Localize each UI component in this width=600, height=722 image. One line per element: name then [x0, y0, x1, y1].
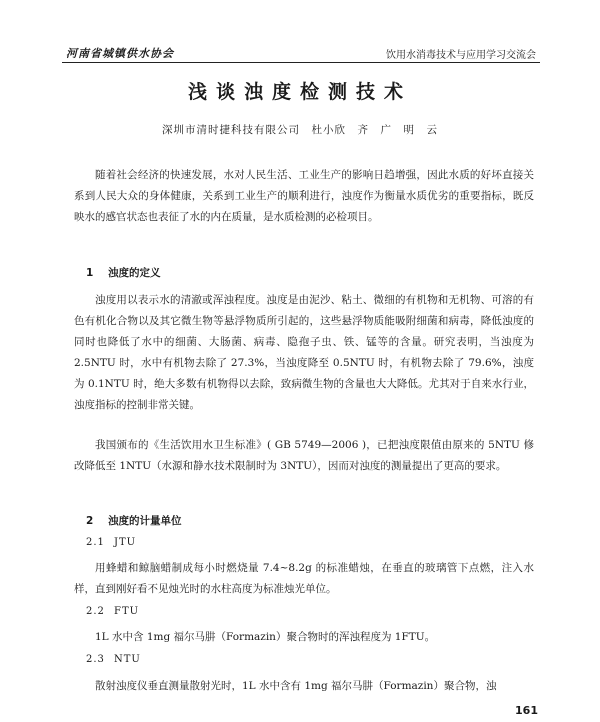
section-2-number: 2	[86, 515, 94, 527]
page-number: 161	[515, 704, 538, 717]
subsection-2-3-number: 2.3	[86, 654, 105, 665]
subsection-2-3-text: 散射浊度仪垂直测量散射光时，1L 水中含有 1mg 福尔马肼（Formazin）聚合物，浊	[95, 680, 497, 692]
section-1-paragraph-1: 浊度用以表示水的清澈或浑浊程度。浊度是由泥沙、粘土、微细的有机物和无机物、可溶的有色有机化合物以及其它微生物等悬浮物质所引起的，这些悬浮物质能吸附细菌和病毒，降低浊度的同时也降低了水中的细菌、大肠菌、病毒、隐孢子虫、铁、锰等的含量。研究表明，当浊度为 2.5NTU 时，水中有机物去除了 27.3%，当浊度降至 0.5NTU 时，有机物去除了 79.6%，浊度为 0.1NTU 时，绝大多数有机物得以去除，致病微生物的含量也大大降低。尤其对于自来水行业，浊度指标的控制非常关键。	[74, 294, 534, 411]
section-2-title: 浊度的计量单位	[108, 515, 182, 527]
intro-paragraph: 随着社会经济的快速发展，水对人民生活、工业生产的影响日趋增强，因此水质的好坏直接关系到人民大众的身体健康，关系到工业生产的顺利进行，浊度作为衡量水质优劣的重要指标，既反映水的感官状态也表征了水的内在质量，是水质检测的必检项目。	[74, 169, 534, 223]
paper-authors: 深圳市清时捷科技有限公司 杜小欣 齐 广 明 云	[162, 124, 438, 136]
header-org-name: 河南省城镇供水协会	[66, 47, 174, 60]
subsection-2-1-heading	[86, 537, 136, 548]
section-1-paragraph-2: 我国颁布的《生活饮用水卫生标准》( GB 5749—2006 )，已把浊度限值由原来的 5NTU 修改降低至 1NTU（水源和静水技术限制时为 3NTU），因而对浊度的测量提出了更高的要求。	[74, 439, 534, 472]
subsection-2-2-number: 2.2	[86, 606, 105, 617]
header-rule	[62, 62, 540, 63]
subsection-2-1-title: JTU	[114, 537, 137, 548]
subsection-2-2-title: FTU	[114, 606, 140, 617]
paper-title: 浅谈浊度检测技术	[187, 81, 412, 103]
section-1-heading	[86, 265, 161, 280]
subsection-2-3-heading	[86, 654, 141, 665]
section-1-number: 1	[86, 267, 94, 279]
section-1-title: 浊度的定义	[108, 267, 161, 279]
subsection-2-3-title: NTU	[114, 654, 141, 665]
subsection-2-2-text: 1L 水中含 1mg 福尔马肼（Formazin）聚合物时的浑浊程度为 1FTU。	[95, 631, 436, 643]
subsection-2-2-heading	[86, 606, 139, 617]
subsection-2-1-number: 2.1	[86, 537, 105, 548]
subsection-2-1-text: 用蜂蜡和鲸脑蜡制成每小时燃烧量 7.4~8.2g 的标准蜡烛，在垂直的玻璃管下点燃，注入水样，直到刚好看不见烛光时的水柱高度为标准烛光单位。	[74, 562, 534, 595]
section-2-heading	[86, 513, 182, 528]
header-conference-name: 饮用水消毒技术与应用学习交流会	[386, 50, 536, 61]
